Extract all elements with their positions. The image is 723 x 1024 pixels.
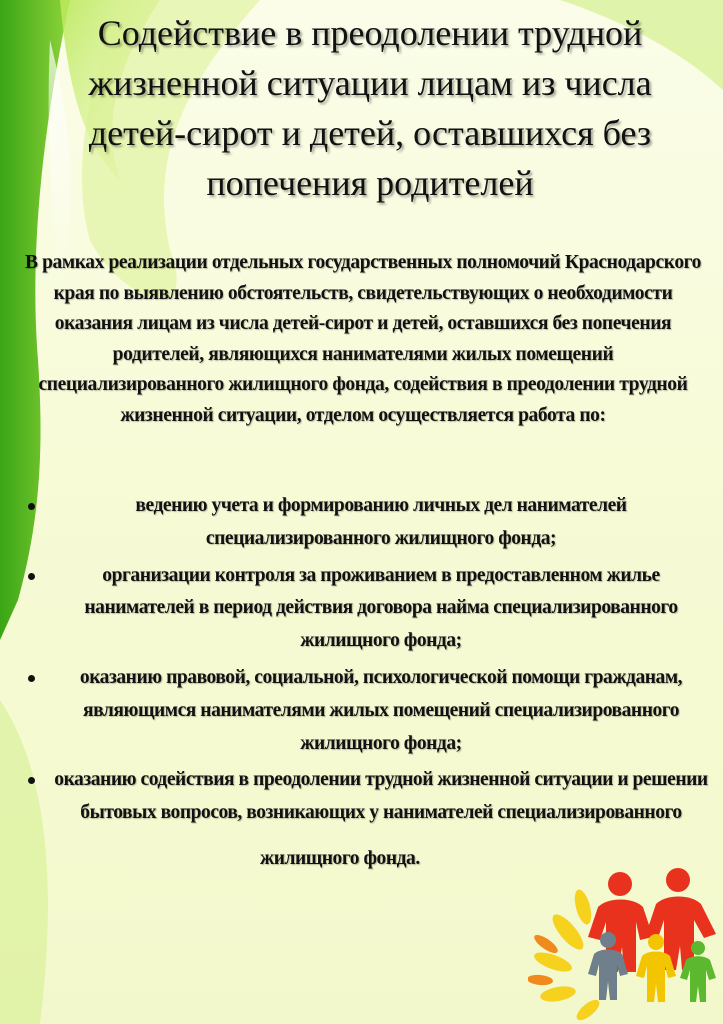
- page-title: Содействие в преодолении трудной жизненной ситуации лицам из числа детей-сирот и детей, оставшихся без попечения родителей: [88, 13, 652, 203]
- list-item: [18, 662, 708, 760]
- list-item-text: организации контроля за проживанием в предоставленном жилье нанимателей в период действия договора найма специализированного жилищного фонда;: [84, 564, 678, 652]
- list-item-text: оказанию содействия в преодолении трудной жизненной ситуации и решении бытовых вопросов, возникающих у нанимателей специализированного: [54, 769, 708, 824]
- bullet-icon: [28, 777, 35, 784]
- intro-text: В рамках реализации отдельных государственных полномочий Краснодарского края по выявлению обстоятельств, свидетельствующих о необходимости оказания лицам из числа детей-сирот и детей, оставшихся без попечения родителей, являющихся нанимателями жилых помещений специализированного жилищного фонда, содействия в преодолении трудной жизненной ситуации,: [24, 252, 702, 426]
- list-item: [18, 560, 708, 658]
- list-item: [18, 490, 708, 556]
- list-item: [18, 764, 708, 830]
- sun-petals: [532, 888, 603, 1024]
- intro-emphasis: отделом осуществляется работа по:: [305, 404, 606, 426]
- intro-paragraph: [22, 248, 704, 432]
- family-sun-logo-icon: [528, 862, 723, 1024]
- bullet-icon: [28, 675, 35, 682]
- bullet-list: [18, 490, 708, 834]
- bullet-icon: [28, 573, 35, 580]
- list-item-text: оказанию правовой, социальной, психологической помощи гражданам, являющимся нанимателями жилых помещений специализированного жилищного фонда;: [79, 666, 683, 754]
- bullet-icon: [28, 503, 35, 510]
- closing-line: жилищного фонда.: [260, 848, 420, 869]
- list-item-text: ведению учета и формированию личных дел нанимателей специализированного жилищного фонда;: [135, 495, 627, 549]
